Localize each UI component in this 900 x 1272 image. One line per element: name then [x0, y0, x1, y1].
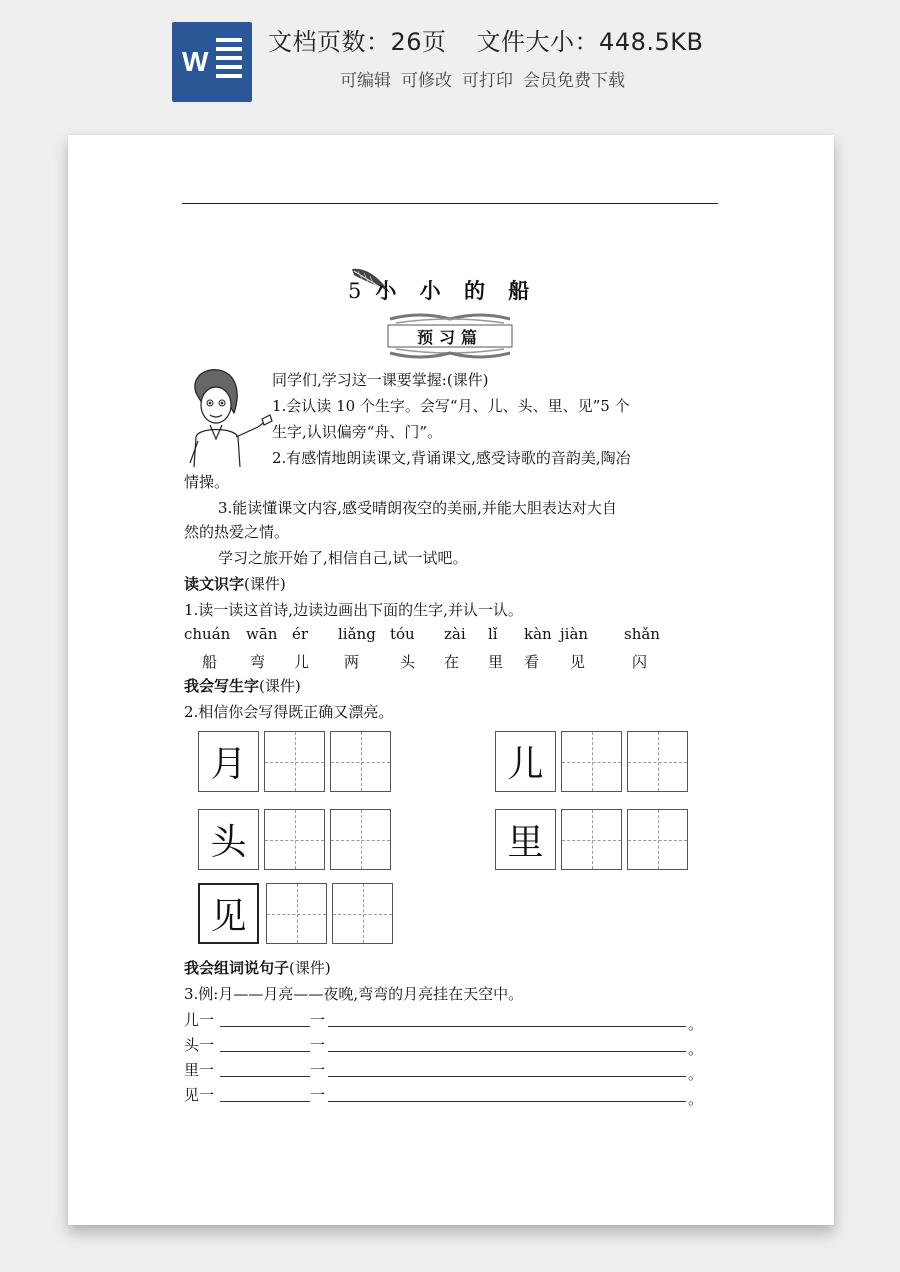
pinyin: wān — [246, 625, 278, 643]
writing-cell[interactable] — [332, 883, 393, 944]
document-stats — [268, 22, 703, 57]
read-instruction: 1.读一读这首诗,边读边画出下面的生字,并认一认。 — [184, 601, 523, 619]
fill-row-dash: 一 — [310, 1036, 326, 1054]
fill-row-dash: 一 — [310, 1011, 326, 1029]
writing-cell[interactable] — [266, 883, 327, 944]
write-instruction: 2.相信你会写得既正确又漂亮。 — [184, 703, 394, 721]
writing-cell[interactable] — [330, 731, 391, 792]
fill-row-label: 里一 — [184, 1061, 215, 1079]
hanzi: 里 — [488, 653, 504, 671]
document-info-banner — [0, 0, 900, 118]
word-section-heading — [184, 957, 331, 979]
fill-row-label: 头一 — [184, 1036, 215, 1054]
word-heading-paren: (课件) — [289, 959, 331, 977]
writing-cell[interactable] — [561, 731, 622, 792]
sample-char: 见 — [200, 885, 257, 942]
word-blank[interactable] — [220, 1084, 310, 1102]
hanzi: 弯 — [250, 653, 266, 671]
objective-3: 3.能读懂课文内容,感受晴朗夜空的美丽,并能大胆表达对大自 — [218, 499, 617, 517]
feature-list — [340, 66, 625, 91]
hanzi: 儿 — [294, 653, 310, 671]
fill-row-end: 。 — [688, 1065, 704, 1083]
word-blank[interactable] — [220, 1034, 310, 1052]
read-heading-paren: (课件) — [244, 575, 286, 593]
teacher-illustration — [178, 363, 274, 469]
intro-closing: 学习之旅开始了,相信自己,试一试吧。 — [218, 549, 468, 567]
word-example: 3.例:月——月亮——夜晚,弯弯的月亮挂在天空中。 — [184, 985, 524, 1003]
sample-char: 月 — [199, 732, 258, 791]
header-rule — [182, 203, 718, 204]
feature-editable: 可编辑 — [340, 71, 391, 91]
feature-modifiable: 可修改 — [401, 71, 452, 91]
pinyin: zài — [444, 625, 466, 643]
pinyin: ér — [292, 625, 309, 643]
objective-1-cont: 生字,认识偏旁“舟、门”。 — [272, 423, 443, 441]
word-blank[interactable] — [220, 1009, 310, 1027]
lesson-name: 小 小 的 船 — [375, 278, 538, 303]
pinyin: jiàn — [560, 625, 589, 643]
feature-member-download: 会员免费下载 — [523, 71, 625, 91]
pinyin: kàn — [524, 625, 552, 643]
sample-cell — [198, 809, 259, 870]
fill-row-label: 儿一 — [184, 1011, 215, 1029]
hanzi: 两 — [344, 653, 360, 671]
word-heading-text: 我会组词说句子 — [184, 959, 290, 977]
objective-2-cont: 情操。 — [184, 473, 230, 491]
hanzi: 头 — [400, 653, 416, 671]
writing-cell[interactable] — [627, 809, 688, 870]
intro-line: 同学们,学习这一课要掌握:(课件) — [272, 371, 489, 389]
sample-cell — [495, 731, 556, 792]
read-heading-text: 读文识字 — [184, 575, 245, 593]
write-section-heading — [184, 675, 301, 697]
lesson-title — [348, 275, 537, 305]
hanzi: 见 — [570, 653, 586, 671]
pinyin: chuán — [184, 625, 231, 643]
sample-cell — [495, 809, 556, 870]
sample-char: 里 — [496, 810, 555, 869]
sentence-blank[interactable] — [328, 1084, 686, 1102]
sample-cell — [198, 731, 259, 792]
sentence-blank[interactable] — [328, 1034, 686, 1052]
lesson-number: 5 — [348, 279, 362, 303]
pinyin: liǎng — [338, 625, 376, 643]
hanzi: 在 — [444, 653, 460, 671]
sample-char: 儿 — [496, 732, 555, 791]
fill-row-end: 。 — [688, 1015, 704, 1033]
writing-cell[interactable] — [561, 809, 622, 870]
file-size: 文件大小：448.5KB — [476, 28, 704, 56]
document-page — [68, 135, 834, 1225]
pinyin: lǐ — [488, 625, 498, 643]
read-section-heading — [184, 573, 286, 595]
writing-cell[interactable] — [264, 731, 325, 792]
objective-2: 2.有感情地朗读课文,背诵课文,感受诗歌的音韵美,陶冶 — [272, 449, 631, 467]
writing-cell[interactable] — [264, 809, 325, 870]
feature-printable: 可打印 — [462, 71, 513, 91]
writing-cell[interactable] — [627, 731, 688, 792]
objective-1: 1.会认读 10 个生字。会写“月、儿、头、里、见”5 个 — [272, 397, 630, 415]
hanzi: 闪 — [632, 653, 648, 671]
write-heading-text: 我会写生字 — [184, 677, 260, 695]
fill-row-dash: 一 — [310, 1086, 326, 1104]
fill-row-label: 见一 — [184, 1086, 215, 1104]
sentence-blank[interactable] — [328, 1059, 686, 1077]
word-blank[interactable] — [220, 1059, 310, 1077]
objective-3-cont: 然的热爱之情。 — [184, 523, 290, 541]
fill-row-dash: 一 — [310, 1061, 326, 1079]
word-logo-letter: W — [182, 46, 209, 77]
writing-cell[interactable] — [330, 809, 391, 870]
sample-char: 头 — [199, 810, 258, 869]
word-document-icon — [172, 22, 252, 102]
hanzi: 看 — [524, 653, 540, 671]
section-label: 预习篇 — [416, 328, 483, 347]
fill-row-end: 。 — [688, 1090, 704, 1108]
pinyin: tóu — [390, 625, 415, 643]
page-count: 文档页数：26页 — [268, 28, 447, 56]
sample-cell — [198, 883, 259, 944]
fill-row-end: 。 — [688, 1040, 704, 1058]
sentence-blank[interactable] — [328, 1009, 686, 1027]
write-heading-paren: (课件) — [259, 677, 301, 695]
pinyin: shǎn — [624, 625, 660, 643]
hanzi: 船 — [202, 653, 218, 671]
